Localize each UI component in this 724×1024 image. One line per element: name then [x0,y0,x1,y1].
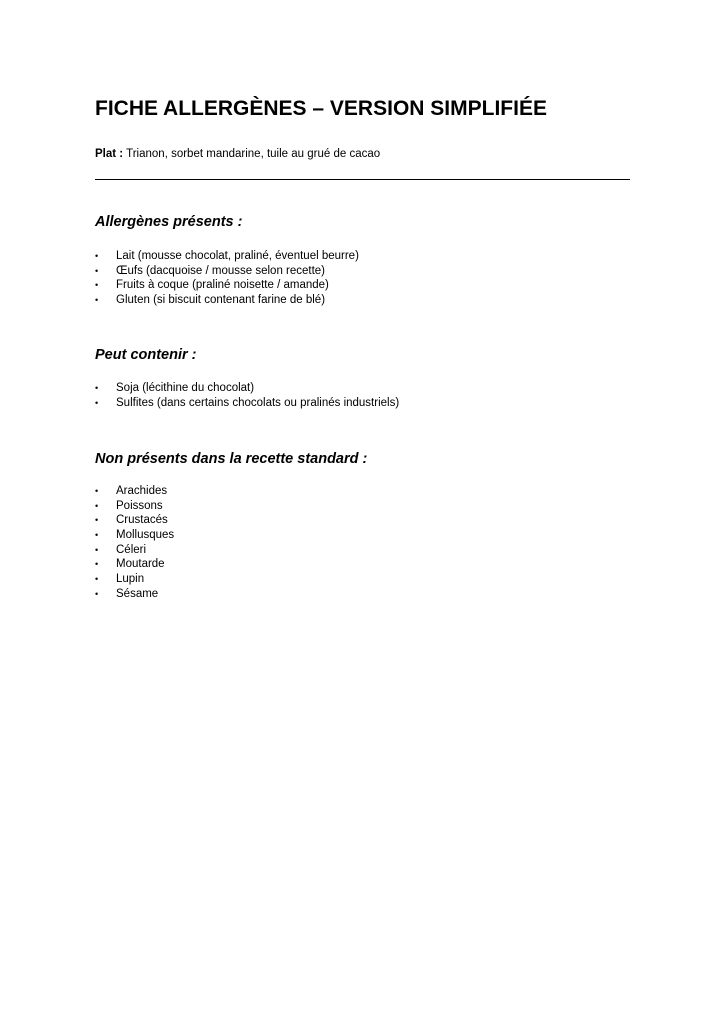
list-item-text: Mollusques [116,529,175,542]
plat-line [95,146,380,162]
list-item-text: Lait (mousse chocolat, praliné, éventuel beurre) [116,250,359,262]
list-item-text: Crustacés [116,514,168,527]
bullet-icon: • [95,530,99,541]
section-heading-may-contain: Peut contenir : [95,347,197,363]
plat-label: Plat : [95,148,124,160]
bullet-icon: • [95,559,99,570]
bullet-icon: • [95,588,99,599]
list-item-text: Sésame [116,587,159,600]
bullet-icon: • [95,295,99,306]
list-item-text: Arachides [116,485,168,497]
list-item-text: Moutarde [116,558,165,571]
bullet-icon: • [95,397,99,408]
bullet-icon: • [95,265,99,276]
bullet-icon: • [95,251,99,261]
bullet-icon: • [95,280,99,291]
list-item-text: Poissons [116,499,163,512]
horizontal-rule [95,179,630,180]
list-item-text: Œufs (dacquoise / mousse selon recette) [116,264,326,277]
bullet-icon: • [95,544,99,555]
list-item-text: Gluten (si biscuit contenant farine de blé) [116,294,326,307]
list-item-text: Lupin [116,573,145,586]
bullet-icon: • [95,383,99,393]
list-item-text: Céleri [116,543,147,556]
document-title: FICHE ALLERGÈNES – VERSION SIMPLIFIÉE [95,97,547,120]
plat-value: Trianon, sorbet mandarine, tuile au grué de cacao [126,148,381,160]
list-item-text: Soja (lécithine du chocolat) [116,382,255,394]
bullet-icon: • [95,500,99,511]
bullet-icon: • [95,486,99,496]
section-heading-allergens-present: Allergènes présents : [95,214,243,230]
section-heading-not-present: Non présents dans la recette standard : [95,451,368,467]
list-item-text: Sulfites (dans certains chocolats ou pralinés industriels) [116,396,400,409]
list-item-text: Fruits à coque (praliné noisette / amande) [116,279,329,292]
bullet-icon: • [95,515,99,526]
bullet-icon: • [95,574,99,585]
